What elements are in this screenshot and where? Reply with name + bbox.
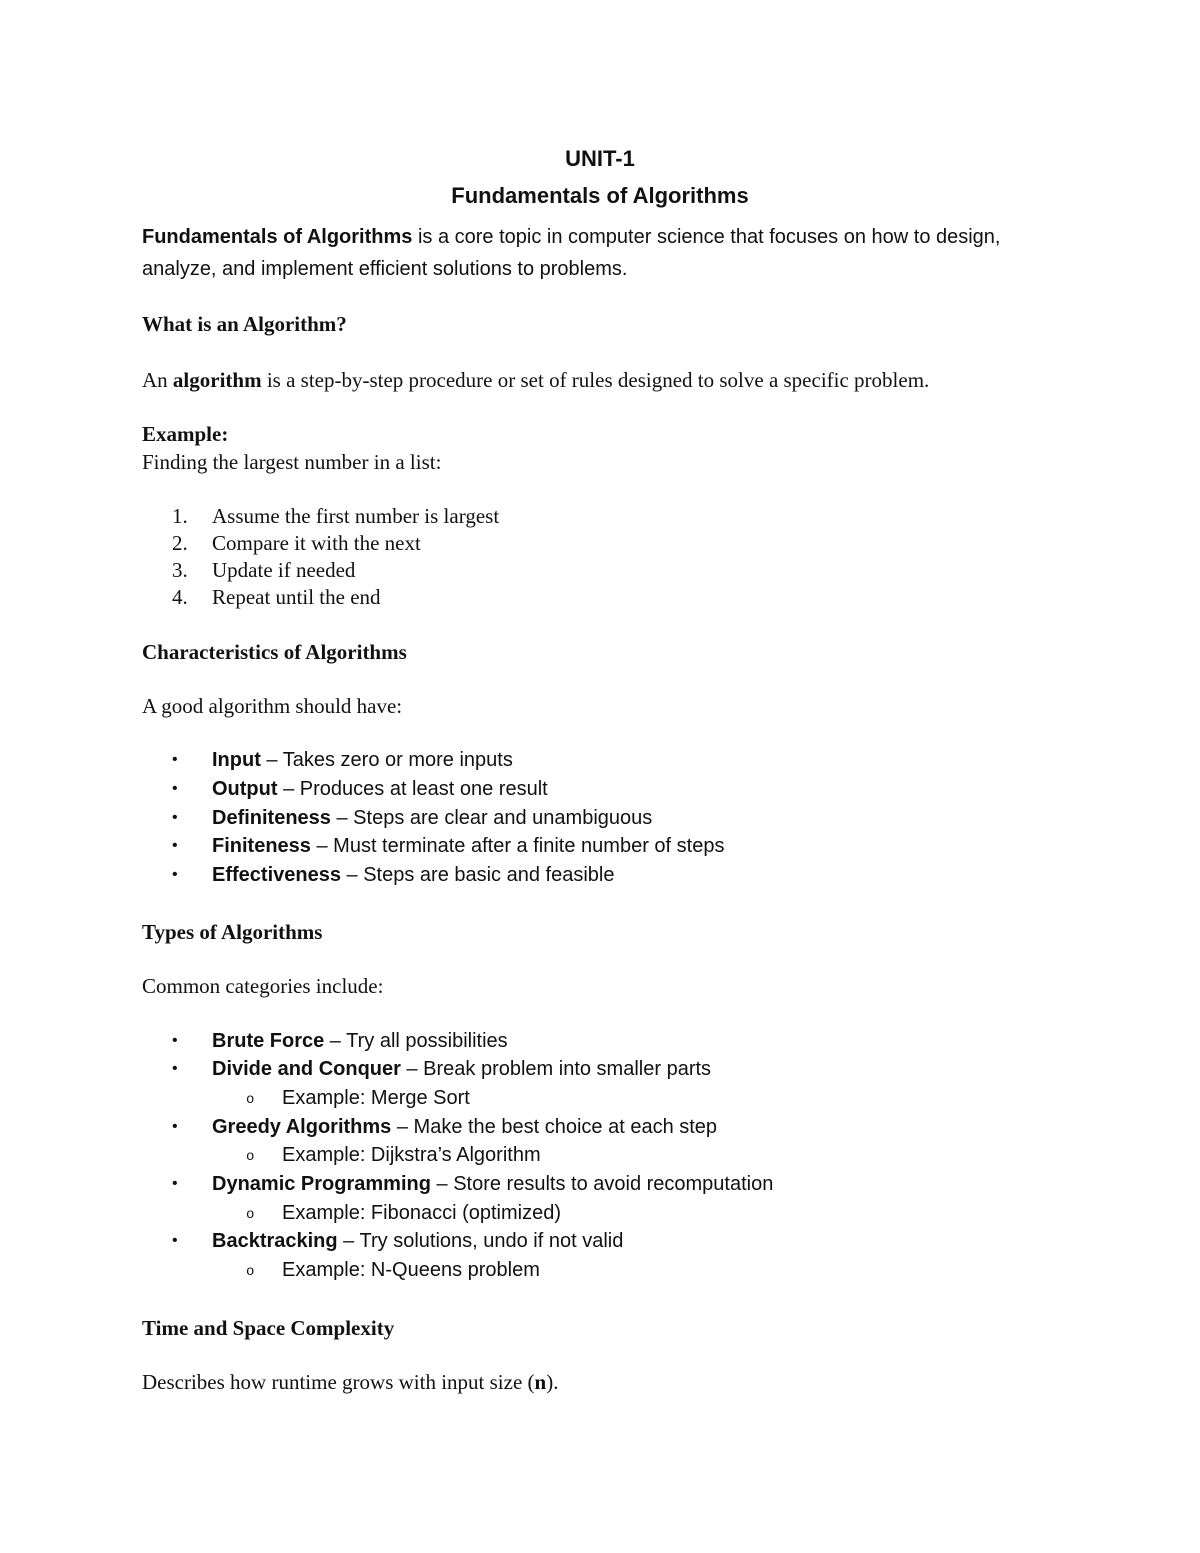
definition-paragraph: [142, 368, 929, 393]
complexity-heading: Time and Space Complexity: [142, 1316, 395, 1340]
sub-bullet-icon: o: [246, 1092, 255, 1108]
list-text: Update if needed: [212, 558, 356, 582]
complexity-suffix: ).: [546, 1370, 559, 1394]
sub-item-text: Example: Dijkstra’s Algorithm: [282, 1144, 541, 1166]
sub-list-item: [246, 1087, 470, 1110]
item-desc: – Try all possibilities: [324, 1030, 508, 1052]
item-term: Effectiveness: [212, 864, 341, 886]
list-item: [172, 585, 381, 610]
sub-item-text: Example: Fibonacci (optimized): [282, 1202, 561, 1224]
sub-list-item: [246, 1259, 540, 1282]
list-number: 1.: [172, 504, 188, 528]
list-item: [172, 1116, 717, 1139]
item-term: Greedy Algorithms: [212, 1116, 392, 1138]
item-term: Finiteness: [212, 835, 311, 857]
item-term: Definiteness: [212, 807, 331, 829]
list-item: [172, 1058, 711, 1081]
item-term: Brute Force: [212, 1030, 325, 1052]
types-intro: Common categories include:: [142, 974, 384, 998]
list-item: [172, 1230, 623, 1253]
complexity-bold-term: n: [534, 1370, 547, 1394]
sub-item-text: Example: Merge Sort: [282, 1087, 470, 1109]
intro-paragraph: [142, 221, 1072, 285]
definition-bold-term: algorithm: [172, 368, 262, 392]
example-label: Example:: [142, 422, 229, 446]
bullet-icon: •: [172, 1175, 178, 1192]
definition-prefix: An: [142, 368, 173, 392]
bullet-icon: •: [172, 1118, 178, 1135]
list-item: [172, 504, 499, 529]
list-number: 2.: [172, 531, 188, 555]
sub-list-item: [246, 1202, 561, 1225]
list-item: [172, 1030, 508, 1053]
item-term: Input: [212, 749, 261, 771]
item-term: Backtracking: [212, 1230, 338, 1252]
list-item: [172, 807, 652, 830]
sub-bullet-icon: o: [246, 1149, 255, 1165]
list-text: Assume the first number is largest: [212, 504, 500, 528]
item-term: Output: [212, 778, 278, 800]
bullet-icon: •: [172, 751, 178, 768]
item-desc: – Steps are basic and feasible: [340, 864, 615, 886]
bullet-icon: •: [172, 1060, 178, 1077]
item-desc: – Produces at least one result: [277, 778, 548, 800]
item-desc: – Break problem into smaller parts: [400, 1058, 712, 1080]
item-desc: – Try solutions, undo if not valid: [337, 1230, 624, 1252]
bullet-icon: •: [172, 1032, 178, 1049]
list-item: [172, 835, 724, 858]
item-desc: – Takes zero or more inputs: [260, 749, 513, 771]
intro-bold-term: Fundamentals of Algorithms: [142, 226, 413, 248]
characteristics-intro: A good algorithm should have:: [142, 694, 403, 718]
list-number: 4.: [172, 585, 188, 609]
bullet-icon: •: [172, 1232, 178, 1249]
item-desc: – Make the best choice at each step: [391, 1116, 718, 1138]
bullet-icon: •: [172, 837, 178, 854]
types-heading: Types of Algorithms: [142, 920, 323, 944]
what-is-heading: What is an Algorithm?: [142, 312, 347, 336]
item-term: Dynamic Programming: [212, 1173, 431, 1195]
sub-list-item: [246, 1144, 541, 1167]
list-text: Compare it with the next: [212, 531, 421, 555]
item-desc: – Steps are clear and unambiguous: [330, 807, 653, 829]
list-item: [172, 778, 548, 801]
list-item: [172, 1173, 773, 1196]
list-item: [172, 558, 355, 583]
list-item: [172, 749, 513, 772]
list-text: Repeat until the end: [212, 585, 381, 609]
bullet-icon: •: [172, 780, 178, 797]
bullet-icon: •: [172, 866, 178, 883]
bullet-icon: •: [172, 809, 178, 826]
unit-title: UNIT-1: [565, 146, 635, 171]
intro-text: is a core topic in computer science that focuses on how to design, analyze, and implement efficient solutions to problems.: [142, 226, 1001, 280]
page-title: Fundamentals of Algorithms: [451, 183, 749, 208]
characteristics-heading: Characteristics of Algorithms: [142, 640, 407, 664]
sub-bullet-icon: o: [246, 1264, 255, 1280]
complexity-paragraph: [142, 1370, 558, 1395]
item-desc: – Must terminate after a finite number of steps: [310, 835, 725, 857]
complexity-prefix: Describes how runtime grows with input size (: [142, 1370, 535, 1394]
list-number: 3.: [172, 558, 188, 582]
sub-bullet-icon: o: [246, 1207, 255, 1223]
definition-text: is a step-by-step procedure or set of rules designed to solve a specific problem.: [261, 368, 930, 392]
list-item: [172, 864, 614, 887]
item-desc: – Store results to avoid recomputation: [430, 1173, 774, 1195]
item-term: Divide and Conquer: [212, 1058, 401, 1080]
example-text: Finding the largest number in a list:: [142, 450, 442, 474]
list-item: [172, 531, 421, 556]
sub-item-text: Example: N-Queens problem: [282, 1259, 540, 1281]
